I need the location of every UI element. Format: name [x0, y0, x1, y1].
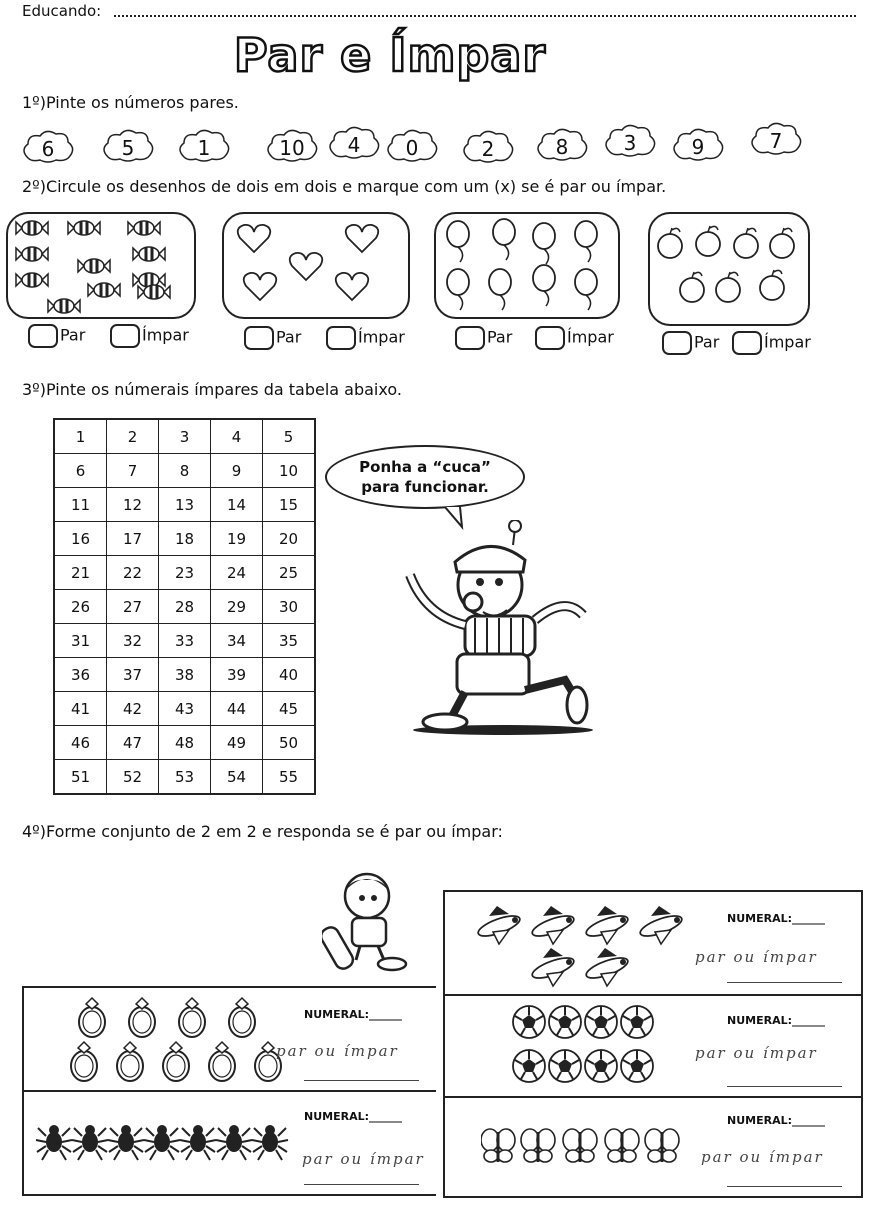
soccer-ball-icon — [513, 1006, 545, 1038]
table-row — [54, 760, 315, 795]
orange-icon — [770, 228, 794, 258]
number-cell[interactable]: 24 — [211, 556, 263, 590]
number-cell[interactable]: 41 — [54, 692, 107, 726]
candy-group-box — [6, 212, 196, 319]
numeral-field[interactable]: NUMERAL:______ — [727, 912, 825, 925]
number-cell[interactable]: 40 — [263, 658, 316, 692]
answer-line[interactable] — [727, 1086, 842, 1087]
number-cell[interactable]: 5 — [263, 419, 316, 454]
heart-group-box — [222, 212, 410, 319]
spider-panel — [22, 1090, 436, 1196]
option-par-3[interactable]: Par — [455, 326, 512, 350]
airplane-icon — [530, 948, 576, 986]
ring-icon — [229, 998, 255, 1037]
cloud-number[interactable] — [602, 122, 658, 160]
soccer-ball-icon — [549, 1050, 581, 1082]
answer-line[interactable] — [304, 1184, 419, 1185]
ring-icon — [129, 998, 155, 1037]
balloon-icon — [493, 219, 515, 260]
number-cell[interactable]: 32 — [107, 624, 159, 658]
orange-icon — [680, 272, 704, 302]
checkbox-icon[interactable] — [110, 324, 140, 348]
number-cell[interactable]: 12 — [107, 488, 159, 522]
butterfly-icon — [521, 1129, 555, 1162]
spider-icon — [36, 1125, 72, 1160]
balloon-icon — [533, 223, 555, 264]
ring-icon — [163, 1042, 189, 1081]
number-cell[interactable]: 6 — [54, 454, 107, 488]
student-name-label: Educando: — [22, 2, 102, 20]
spider-icon — [216, 1125, 252, 1160]
option-impar-4[interactable]: Ímpar — [732, 331, 811, 355]
checkbox-icon[interactable] — [732, 331, 762, 355]
number-cell[interactable]: 27 — [107, 590, 159, 624]
number-cell[interactable]: 50 — [263, 726, 316, 760]
number-cell[interactable]: 16 — [54, 522, 107, 556]
ring-icon — [117, 1042, 143, 1081]
airplane-icon — [584, 906, 630, 944]
soccer-ball-icon — [585, 1050, 617, 1082]
orange-icon — [734, 228, 758, 258]
option-impar-2[interactable]: Ímpar — [326, 326, 405, 350]
candy-icon — [88, 283, 120, 297]
cloud-number[interactable] — [264, 127, 320, 165]
number-cell[interactable]: 30 — [263, 590, 316, 624]
number-cell[interactable]: 23 — [159, 556, 211, 590]
number-cell[interactable]: 22 — [107, 556, 159, 590]
cloud-number[interactable] — [326, 124, 382, 162]
airplane-panel — [443, 890, 863, 996]
option-par-4[interactable]: Par — [662, 331, 719, 355]
checkbox-icon[interactable] — [244, 326, 274, 350]
par-ou-impar-text: par ou ímpar — [302, 1150, 425, 1168]
soccer-ball-icon — [549, 1006, 581, 1038]
number-table — [53, 418, 316, 795]
numeral-field[interactable]: NUMERAL:______ — [727, 1014, 825, 1027]
number-cell[interactable]: 31 — [54, 624, 107, 658]
candy-icon — [78, 259, 110, 273]
orange-group-box — [648, 212, 810, 326]
number-cell[interactable]: 49 — [211, 726, 263, 760]
orange-icon — [696, 226, 720, 256]
number-cell[interactable]: 46 — [54, 726, 107, 760]
number-cell[interactable]: 9 — [211, 454, 263, 488]
number-cell[interactable]: 52 — [107, 760, 159, 795]
option-par-1[interactable]: Par — [28, 324, 85, 348]
cloud-number-text: 0 — [405, 136, 419, 160]
cloud-number-text: 9 — [691, 135, 705, 159]
number-cell[interactable]: 28 — [159, 590, 211, 624]
balloon-group-box — [434, 212, 620, 319]
number-cell[interactable]: 14 — [211, 488, 263, 522]
heart-icon — [238, 225, 271, 252]
number-cell[interactable]: 39 — [211, 658, 263, 692]
soccer-ball-icon — [621, 1050, 653, 1082]
speech-bubble — [325, 445, 525, 509]
cloud-number[interactable] — [176, 127, 232, 165]
spider-icon — [72, 1125, 108, 1160]
answer-line[interactable] — [727, 982, 842, 983]
heart-icon — [346, 225, 379, 252]
cloud-number-text: 7 — [769, 129, 783, 153]
number-cell[interactable]: 38 — [159, 658, 211, 692]
candy-icon — [16, 221, 48, 235]
airplane-icon — [530, 906, 576, 944]
number-cell[interactable]: 17 — [107, 522, 159, 556]
number-cell[interactable]: 3 — [159, 419, 211, 454]
question-3-text: 3º)Pinte os númerais ímpares da tabela abaixo. — [22, 380, 402, 399]
checkbox-icon[interactable] — [455, 326, 485, 350]
number-cell[interactable]: 20 — [263, 522, 316, 556]
spider-icon — [144, 1125, 180, 1160]
cloud-number[interactable] — [460, 128, 516, 166]
number-cell[interactable]: 36 — [54, 658, 107, 692]
heart-icon — [336, 273, 369, 300]
cloud-number-text: 6 — [41, 137, 55, 161]
balloon-icon — [447, 269, 469, 310]
table-row — [54, 590, 315, 624]
candy-icon — [16, 247, 48, 261]
table-row — [54, 454, 315, 488]
checkbox-icon[interactable] — [662, 331, 692, 355]
soccer-panel — [443, 994, 863, 1098]
balloon-icon — [575, 221, 597, 262]
ring-icon — [79, 998, 105, 1037]
candy-icon — [133, 247, 165, 261]
cloud-number-text: 4 — [347, 133, 361, 157]
question-1-text: 1º)Pinte os números pares. — [22, 93, 239, 112]
balloon-icon — [447, 221, 469, 262]
butterfly-panel — [443, 1096, 863, 1198]
airplane-icon — [584, 948, 630, 986]
number-cell[interactable]: 29 — [211, 590, 263, 624]
orange-icon — [716, 272, 740, 302]
table-row — [54, 556, 315, 590]
cloud-number[interactable] — [748, 120, 804, 158]
table-row — [54, 522, 315, 556]
number-cell[interactable]: 19 — [211, 522, 263, 556]
ring-icon — [71, 1042, 97, 1081]
answer-line[interactable] — [727, 1186, 842, 1187]
table-row — [54, 692, 315, 726]
butterfly-icon — [563, 1129, 597, 1162]
option-impar-3[interactable]: Ímpar — [535, 326, 614, 350]
number-cell[interactable]: 18 — [159, 522, 211, 556]
airplane-icon — [476, 906, 522, 944]
cloud-number[interactable] — [534, 126, 590, 164]
par-ou-impar-text: par ou ímpar — [276, 1042, 399, 1060]
ring-icon — [209, 1042, 235, 1081]
airplane-icon — [638, 906, 684, 944]
cloud-number-text: 3 — [623, 131, 637, 155]
ring-panel — [22, 986, 436, 1092]
bubble-line-2: para funcionar. — [361, 478, 489, 496]
checkbox-icon[interactable] — [535, 326, 565, 350]
number-cell[interactable]: 44 — [211, 692, 263, 726]
balloon-icon — [533, 265, 555, 306]
number-cell[interactable]: 54 — [211, 760, 263, 795]
number-cell[interactable]: 45 — [263, 692, 316, 726]
checkbox-icon[interactable] — [326, 326, 356, 350]
soccer-ball-icon — [621, 1006, 653, 1038]
heart-icon — [290, 253, 323, 280]
number-cell[interactable]: 55 — [263, 760, 316, 795]
cloud-number[interactable] — [670, 126, 726, 164]
option-par-2[interactable]: Par — [244, 326, 301, 350]
number-cell[interactable]: 4 — [211, 419, 263, 454]
cloud-number-text: 10 — [279, 136, 305, 160]
spider-icon — [180, 1125, 216, 1160]
candy-icon — [128, 221, 160, 235]
number-cell[interactable]: 33 — [159, 624, 211, 658]
candy-icon — [48, 299, 80, 313]
boy-skateboard-illustration-icon — [322, 868, 412, 973]
number-cell[interactable]: 21 — [54, 556, 107, 590]
number-cell[interactable]: 35 — [263, 624, 316, 658]
orange-icon — [658, 228, 682, 258]
bubble-line-1: Ponha a “cuca” — [359, 458, 491, 476]
number-cell[interactable]: 8 — [159, 454, 211, 488]
numeral-field[interactable]: NUMERAL:______ — [304, 1008, 402, 1021]
checkbox-icon[interactable] — [28, 324, 58, 348]
number-cell[interactable]: 25 — [263, 556, 316, 590]
number-cell[interactable]: 51 — [54, 760, 107, 795]
number-cell[interactable]: 1 — [54, 419, 107, 454]
question-4-text: 4º)Forme conjunto de 2 em 2 e responda se é par ou ímpar: — [22, 822, 503, 841]
number-cell[interactable]: 13 — [159, 488, 211, 522]
heart-icon — [244, 273, 277, 300]
number-cell[interactable]: 15 — [263, 488, 316, 522]
number-cell[interactable]: 11 — [54, 488, 107, 522]
cloud-number-text: 5 — [121, 136, 135, 160]
number-cell[interactable]: 26 — [54, 590, 107, 624]
cloud-number-text: 8 — [555, 135, 569, 159]
table-row — [54, 624, 315, 658]
number-cell[interactable]: 37 — [107, 658, 159, 692]
orange-icon — [760, 270, 784, 300]
par-ou-impar-text: par ou ímpar — [695, 948, 818, 966]
table-row — [54, 419, 315, 454]
butterfly-icon — [605, 1129, 639, 1162]
clown-illustration-icon — [395, 520, 610, 740]
cloud-number[interactable] — [100, 127, 156, 165]
table-row — [54, 488, 315, 522]
question-2-text: 2º)Circule os desenhos de dois em dois e marque com um (x) se é par ou ímpar. — [22, 177, 667, 196]
number-cell[interactable]: 53 — [159, 760, 211, 795]
table-row — [54, 658, 315, 692]
par-ou-impar-text: par ou ímpar — [701, 1148, 824, 1166]
numeral-field[interactable]: NUMERAL:______ — [727, 1114, 825, 1127]
number-cell[interactable]: 47 — [107, 726, 159, 760]
cloud-number-text: 2 — [481, 137, 495, 161]
number-cell[interactable]: 43 — [159, 692, 211, 726]
spider-icon — [252, 1125, 288, 1160]
cloud-number[interactable] — [384, 127, 440, 165]
par-ou-impar-text: par ou ímpar — [695, 1044, 818, 1062]
number-cell[interactable]: 10 — [263, 454, 316, 488]
balloon-icon — [575, 269, 597, 310]
number-cell[interactable]: 42 — [107, 692, 159, 726]
option-impar-1[interactable]: Ímpar — [110, 324, 189, 348]
cloud-number[interactable] — [20, 128, 76, 166]
soccer-ball-icon — [585, 1006, 617, 1038]
number-cell[interactable]: 48 — [159, 726, 211, 760]
name-blank-line[interactable] — [114, 15, 856, 17]
number-cell[interactable]: 7 — [107, 454, 159, 488]
page-title: Par e Ímpar — [233, 28, 547, 82]
ring-icon — [179, 998, 205, 1037]
butterfly-icon — [645, 1129, 679, 1162]
table-row — [54, 726, 315, 760]
candy-icon — [16, 273, 48, 287]
soccer-ball-icon — [513, 1050, 545, 1082]
number-cell[interactable]: 34 — [211, 624, 263, 658]
spider-icon — [108, 1125, 144, 1160]
numeral-field[interactable]: NUMERAL:______ — [304, 1110, 402, 1123]
answer-line[interactable] — [304, 1080, 419, 1081]
cloud-number-text: 1 — [197, 136, 211, 160]
number-cell[interactable]: 2 — [107, 419, 159, 454]
balloon-icon — [489, 269, 511, 310]
butterfly-icon — [481, 1129, 515, 1162]
candy-icon — [68, 221, 100, 235]
